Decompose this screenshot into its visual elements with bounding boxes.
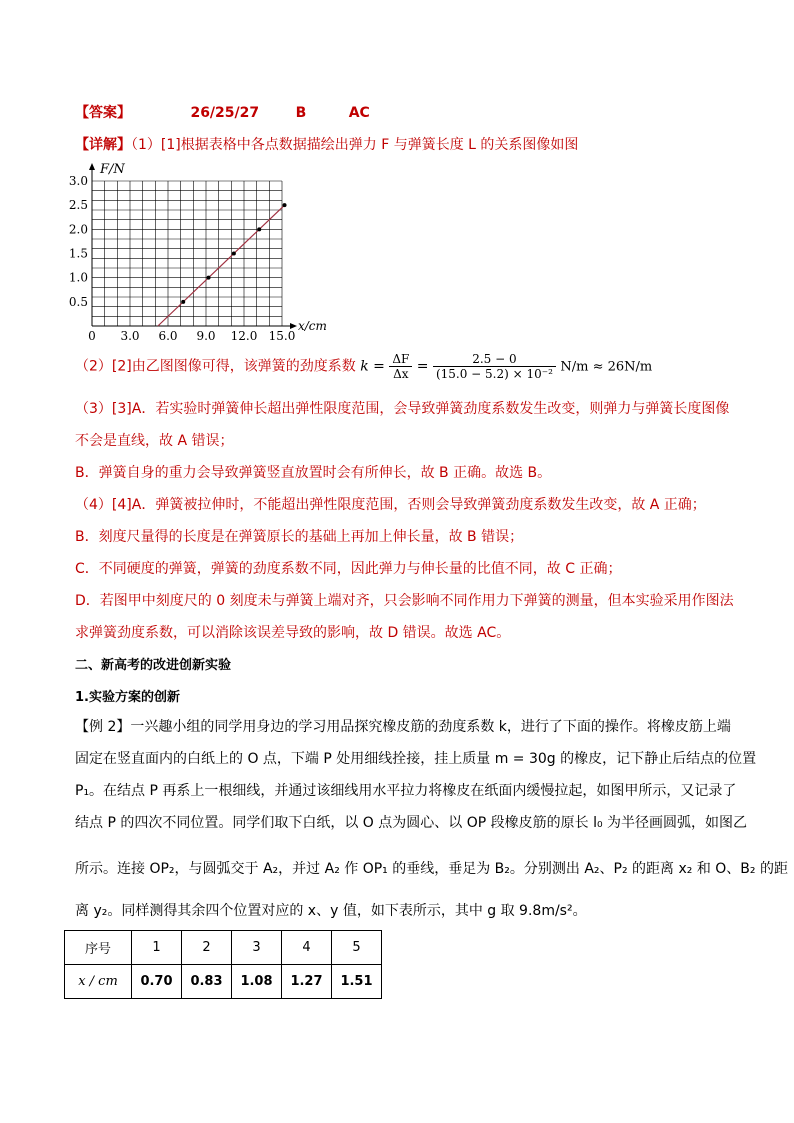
fraction-1-den: Δx	[393, 367, 409, 381]
answer-3: AC	[348, 105, 370, 121]
x-tick-label: 15.0	[268, 329, 296, 342]
detail-intro	[75, 134, 578, 154]
y-tick-label: 2.5	[68, 198, 88, 213]
data-point	[283, 203, 287, 207]
part4-line-5: 求弹簧劲度系数，可以消除该误差导致的影响，故 D 错误。故选 AC。	[75, 625, 511, 641]
table-header-label: 序号	[65, 931, 132, 965]
example2-line-5: 所示。连接 OP₂，与圆弧交于 A₂，并过 A₂ 作 OP₁ 的垂线，垂足为 B₂。分别测出 A₂、P₂ 的距离 x₂ 和 O、B₂ 的距	[75, 861, 788, 877]
x-tick-label: 3.0	[120, 329, 140, 342]
fraction-2	[433, 352, 556, 381]
force-length-chart	[65, 160, 345, 342]
table-index-2: 2	[182, 931, 232, 965]
answer-2: B	[295, 105, 307, 121]
part3-line-2: 不会是直线，故 A 错误；	[75, 433, 234, 449]
table-x-1: 0.70	[132, 965, 182, 999]
data-point	[232, 252, 236, 256]
fraction-2-num: 2.5 − 0	[433, 352, 556, 367]
part2-eq: =	[416, 358, 429, 375]
y-axis-label: F/N	[100, 162, 125, 177]
data-point	[207, 276, 211, 280]
table-index-3: 3	[232, 931, 282, 965]
part4-line-3: C．不同硬度的弹簧，弹簧的劲度系数不同，因此弹力与伸长量的比值不同，故 C 正确；	[75, 561, 622, 577]
table-x-5: 1.51	[332, 965, 382, 999]
fraction-1	[389, 352, 412, 381]
y-tick-label: 1.0	[68, 270, 88, 285]
x-tick-label: 9.0	[196, 329, 216, 342]
y-tick-label: 3.0	[68, 174, 88, 188]
example2-line-4: 结点 P 的四次不同位置。同学们取下白纸，以 O 点为圆心、以 OP 段橡皮筋的原长 l₀ 为半径画圆弧，如图乙	[75, 815, 748, 831]
data-point	[181, 300, 185, 304]
fit-line	[158, 205, 285, 326]
table-index-4: 4	[282, 931, 332, 965]
x-tick-label: 6.0	[158, 329, 178, 342]
part2-result: N/m ≈ 26N/m	[560, 359, 653, 375]
example2-line-6: 离 y₂。同样测得其余四个位置对应的 x、y 值，如下表所示，其中 g 取 9.8m/s²。	[75, 903, 587, 919]
y-tick-label: 0.5	[68, 294, 88, 309]
detail-label: 【详解】	[75, 137, 131, 153]
chart-axes	[89, 162, 327, 333]
answer-1: 26/25/27	[190, 105, 260, 121]
y-axis-arrow	[89, 163, 95, 170]
part4-line-1: （4）[4]A．弹簧被拉伸时，不能超出弹性限度范围，否则会导致弹簧劲度系数发生改变，故 A 正确；	[75, 497, 706, 513]
answer-label: 【答案】	[75, 105, 131, 121]
part4-line-4: D．若图甲中刻度尺的 0 刻度未与弹簧上端对齐，只会影响不同作用力下弹簧的测量，但本实验采用作图法	[75, 593, 734, 609]
example2-line-2: 固定在竖直面内的白纸上的 O 点，下端 P 处用细线拴接，挂上质量 m = 30g 的橡皮，记下静止后结点的位置	[75, 751, 757, 767]
part2-k: k =	[360, 358, 385, 375]
table-row	[65, 965, 382, 999]
section-subtitle: 1.实验方案的创新	[75, 690, 180, 705]
answer-line	[75, 102, 370, 122]
table-index-1: 1	[132, 931, 182, 965]
part3-line-3: B．弹簧自身的重力会导致弹簧竖直放置时会有所伸长，故 B 正确。故选 B。	[75, 465, 552, 481]
fraction-2-den: (15.0 − 5.2) × 10⁻²	[435, 367, 553, 381]
y-tick-label: 2.0	[68, 222, 88, 237]
x-tick-label: 0	[88, 329, 96, 342]
x-axis-label: x/cm	[298, 319, 327, 333]
chart-grid	[92, 181, 282, 326]
measurement-table	[64, 930, 382, 999]
table-row	[65, 931, 382, 965]
table-x-4: 1.27	[282, 965, 332, 999]
x-tick-label: 12.0	[230, 329, 258, 342]
section-title: 二、新高考的改进创新实验	[75, 658, 232, 673]
chart-ticks	[69, 174, 295, 342]
example2-line-3: P₁。在结点 P 再系上一根细线，并通过该细线用水平拉力将橡皮在纸面内缓慢拉起，如图甲所示，又记录了	[75, 783, 737, 799]
part2-line	[75, 352, 652, 381]
fraction-1-num: ΔF	[389, 352, 412, 367]
detail-text: （1）[1]根据表格中各点数据描绘出弹力 F 与弹簧长度 L 的关系图像如图	[131, 137, 579, 153]
part3-line-1: （3）[3]A．若实验时弹簧伸长超出弹性限度范围，会导致弹簧劲度系数发生改变，则弹力与弹簧长度图像	[75, 401, 730, 417]
table-x-3: 1.08	[232, 965, 282, 999]
y-tick-label: 1.5	[68, 246, 88, 261]
chart-marks	[158, 203, 287, 326]
part4-line-2: B．刻度尺量得的长度是在弹簧原长的基础上再加上伸长量，故 B 错误；	[75, 529, 524, 545]
table-x-2: 0.83	[182, 965, 232, 999]
table-index-5: 5	[332, 931, 382, 965]
part2-prefix: （2）[2]由乙图图像可得，该弹簧的劲度系数	[75, 358, 361, 375]
table-row-label: x / cm	[65, 965, 132, 999]
data-point	[257, 227, 261, 231]
example2-line-1: 【例 2】一兴趣小组的同学用身边的学习用品探究橡皮筋的劲度系数 k，进行了下面的操作。将橡皮筋上端	[75, 719, 731, 735]
